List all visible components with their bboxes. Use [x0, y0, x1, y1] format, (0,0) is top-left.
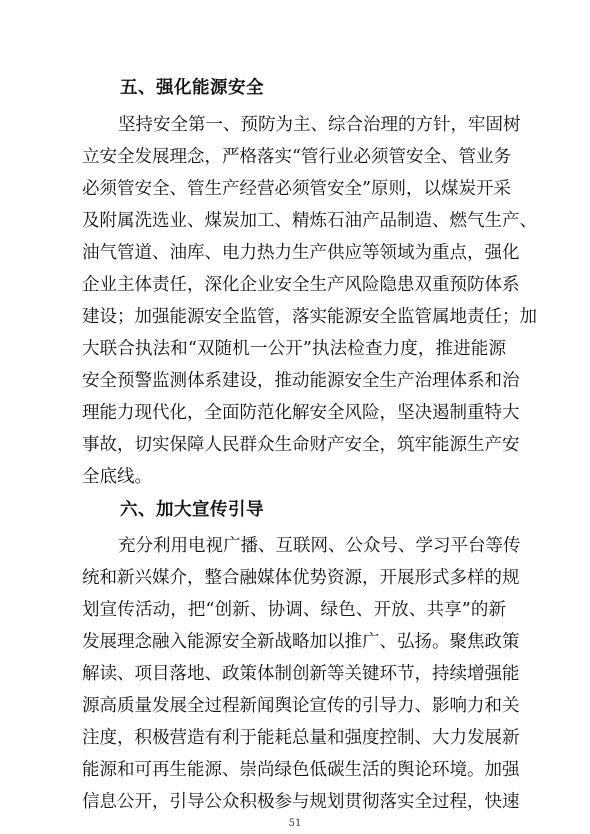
paragraph-line: 注度，积极营造有利于能耗总量和强度控制、大力发展新 [82, 728, 520, 748]
paragraph-line: 坚持安全第一、预防为主、综合治理的方针，牢固树 [118, 115, 521, 135]
paragraph-line: 划宣传活动，把“创新、协调、绿色、开放、共享”的新 [82, 600, 506, 620]
paragraph-line: 解读、项目落地、政策体制创新等关键环节，持续增强能 [82, 664, 520, 684]
section-heading-6: 六、加大宣传引导 [120, 500, 264, 520]
paragraph-line: 理能力现代化，全面防范化解安全风险，坚决遏制重特大 [82, 403, 520, 423]
paragraph-line: 信息公开，引导公众积极参与规划贯彻落实全过程，快速 [82, 792, 520, 812]
paragraph-line: 全底线。 [82, 467, 152, 487]
paragraph-line: 企业主体责任，深化企业安全生产风险隐患双重预防体系 [82, 275, 520, 295]
paragraph-line: 油气管道、油库、电力热力生产供应等领域为重点，强化 [82, 243, 520, 263]
paragraph-line: 大联合执法和“双随机一公开”执法检查力度，推进能源 [82, 339, 506, 359]
paragraph-line: 统和新兴媒介，整合融媒体优势资源，开展形式多样的规 [82, 568, 520, 588]
page-number: 51 [288, 818, 302, 829]
section-heading-5: 五、强化能源安全 [120, 78, 264, 98]
paragraph-line: 及附属洗选业、煤炭加工、精炼石油产品制造、燃气生产、 [82, 211, 537, 231]
paragraph-line: 必须管安全、管生产经营必须管安全”原则，以煤炭开采 [82, 179, 511, 199]
paragraph-line: 安全预警监测体系建设，推动能源安全生产治理体系和治 [82, 371, 520, 391]
paragraph-line: 源高质量发展全过程新闻舆论宣传的引导力、影响力和关 [82, 696, 520, 716]
paragraph-line: 事故，切实保障人民群众生命财产安全，筑牢能源生产安 [82, 435, 520, 455]
paragraph-line: 立安全发展理念，严格落实“管行业必须管安全、管业务 [82, 147, 511, 167]
paragraph-line: 发展理念融入能源安全新战略加以推广、弘扬。聚焦政策 [82, 632, 520, 652]
paragraph-line: 能源和可再生能源、崇尚绿色低碳生活的舆论环境。加强 [82, 760, 520, 780]
paragraph-line: 建设；加强能源安全监管，落实能源安全监管属地责任；加 [82, 307, 537, 327]
paragraph-line: 充分利用电视广播、互联网、公众号、学习平台等传 [118, 536, 521, 556]
